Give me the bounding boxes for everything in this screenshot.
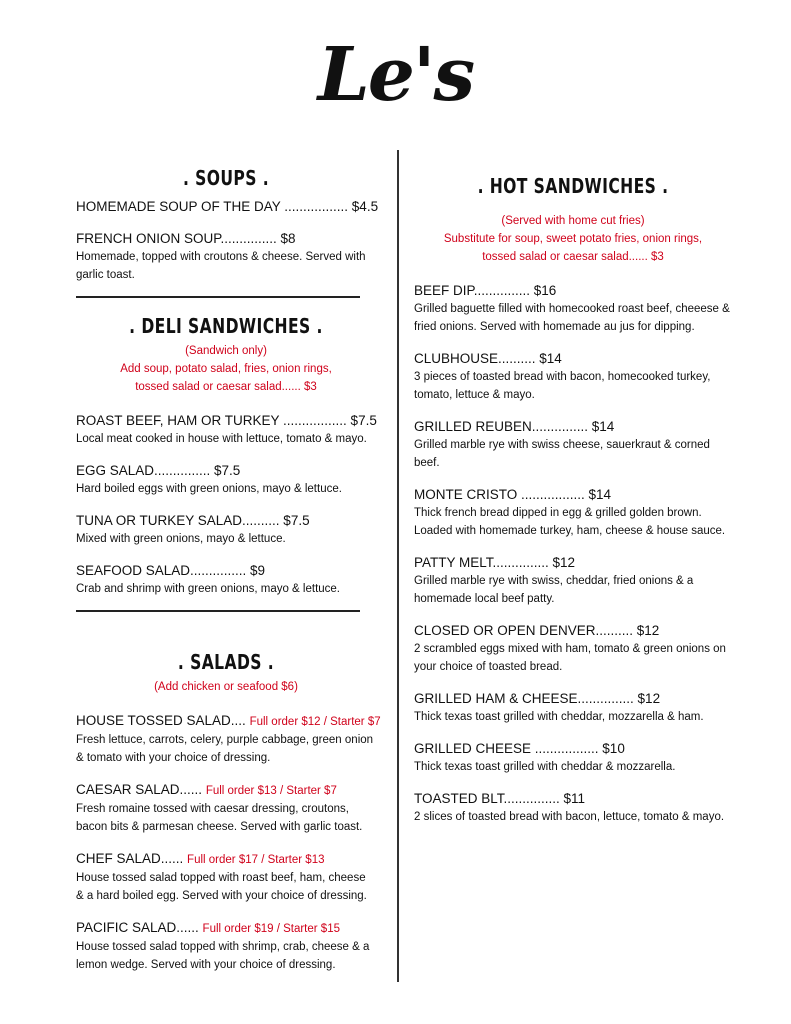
item-description: Fresh lettuce, carrots, celery, purple cabbage, green onion & tomato with your choice of dressing. xyxy=(76,734,374,764)
item-name: ROAST BEEF, HAM OR TURKEY ................. $7.5 xyxy=(76,413,377,428)
hot-note: tossed salad or caesar salad...... $3 xyxy=(482,251,664,263)
item-name: TOASTED BLT............... $11 xyxy=(414,791,586,806)
menu-item xyxy=(414,690,732,726)
salads-note: (Add chicken or seafood $6) xyxy=(154,681,298,693)
item-name: CLUBHOUSE.......... $14 xyxy=(414,351,562,366)
section-divider xyxy=(76,296,360,298)
menu-item xyxy=(414,622,732,676)
item-name-line xyxy=(76,850,376,869)
item-description: 2 scrambled eggs mixed with ham, tomato & green onions on your choice of toasted bread. xyxy=(414,643,726,673)
item-description: Grilled marble rye with swiss cheese, sauerkraut & corned beef. xyxy=(414,439,710,469)
menu-item xyxy=(414,554,732,608)
deli-section xyxy=(76,314,376,612)
item-name: PACIFIC SALAD...... xyxy=(76,920,199,935)
item-description: Grilled baguette filled with homecooked roast beef, cheeese & fried onions. Served with homemade au jus for dipping. xyxy=(414,303,730,333)
item-name: FRENCH ONION SOUP............... $8 xyxy=(76,231,296,246)
item-description: House tossed salad topped with roast beef, ham, cheese & a hard boiled egg. Served with your choice of dressing. xyxy=(76,872,367,902)
menu-item xyxy=(76,230,376,284)
item-name-line xyxy=(76,712,381,731)
item-description: Mixed with green onions, mayo & lettuce. xyxy=(76,533,286,545)
menu-item xyxy=(76,562,376,598)
menu-item xyxy=(76,462,376,498)
item-name-line xyxy=(76,781,376,800)
item-description: Local meat cooked in house with lettuce, tomato & mayo. xyxy=(76,433,367,445)
menu-item xyxy=(76,850,376,905)
salads-heading: . SALADS . xyxy=(177,650,275,674)
item-name: CLOSED OR OPEN DENVER.......... $12 xyxy=(414,623,660,638)
menu-item xyxy=(76,412,376,448)
column-divider xyxy=(397,150,399,982)
item-name: GRILLED HAM & CHEESE............... $12 xyxy=(414,691,661,706)
item-description: Thick french bread dipped in egg & grilled golden brown. Loaded with homemade turkey, ham, cheese & house sauce. xyxy=(414,507,726,537)
item-name: PATTY MELT............... $12 xyxy=(414,555,576,570)
item-price: Full order $12 / Starter $7 xyxy=(249,716,381,728)
restaurant-logo: Le's xyxy=(317,32,474,118)
menu-item xyxy=(76,198,379,216)
item-description: Thick texas toast grilled with cheddar, mozzarella & ham. xyxy=(414,711,704,723)
item-name: CAESAR SALAD...... xyxy=(76,782,203,797)
item-name-line xyxy=(76,919,376,938)
item-price: Full order $13 / Starter $7 xyxy=(205,785,337,797)
item-name: CHEF SALAD...... xyxy=(76,851,184,866)
item-description: Hard boiled eggs with green onions, mayo & lettuce. xyxy=(76,483,342,495)
menu-item xyxy=(414,790,732,826)
menu-item xyxy=(414,418,732,472)
menu-item xyxy=(414,740,732,776)
item-description: Crab and shrimp with green onions, mayo & lettuce. xyxy=(76,583,340,595)
item-name: HOMEMADE SOUP OF THE DAY ................. $4.5 xyxy=(76,199,379,214)
item-name: GRILLED CHEESE ................. $10 xyxy=(414,741,625,756)
menu-item xyxy=(414,350,732,404)
item-name: HOUSE TOSSED SALAD.... xyxy=(76,713,246,728)
menu-item xyxy=(76,919,376,974)
menu-item xyxy=(414,282,732,336)
item-description: 3 pieces of toasted bread with bacon, homecooked turkey, tomato, lettuce & mayo. xyxy=(414,371,711,401)
item-name: EGG SALAD............... $7.5 xyxy=(76,463,241,478)
item-name: SEAFOOD SALAD............... $9 xyxy=(76,563,266,578)
menu-item xyxy=(76,512,376,548)
item-description: Fresh romaine tossed with caesar dressing, croutons, bacon bits & parmesan cheese. Served with garlic toast. xyxy=(76,803,363,833)
item-description: House tossed salad topped with shrimp, crab, cheese & a lemon wedge. Served with your choice of dressing. xyxy=(76,941,370,971)
item-description: Homemade, topped with croutons & cheese. Served with garlic toast. xyxy=(76,251,366,281)
hot-note: Substitute for soup, sweet potato fries, onion rings, xyxy=(443,233,703,245)
deli-note: tossed salad or caesar salad...... $3 xyxy=(135,381,317,393)
soups-heading: . SOUPS . xyxy=(182,166,270,190)
hot-note: (Served with home cut fries) xyxy=(501,215,645,227)
item-name: TUNA OR TURKEY SALAD.......... $7.5 xyxy=(76,513,310,528)
menu-item xyxy=(76,712,381,767)
item-description: Thick texas toast grilled with cheddar & mozzarella. xyxy=(414,761,676,773)
item-name: MONTE CRISTO ................. $14 xyxy=(414,487,612,502)
hot-sandwiches-section xyxy=(414,174,732,826)
soups-section xyxy=(76,166,379,298)
item-description: Grilled marble rye with swiss, cheddar, fried onions & a homemade local beef patty. xyxy=(414,575,694,605)
menu-item xyxy=(76,781,376,836)
item-price: Full order $17 / Starter $13 xyxy=(187,854,325,866)
deli-heading: . DELI SANDWICHES . xyxy=(129,314,323,338)
item-name: BEEF DIP............... $16 xyxy=(414,283,557,298)
menu-item xyxy=(414,486,732,540)
item-name: GRILLED REUBEN............... $14 xyxy=(414,419,615,434)
item-price: Full order $19 / Starter $15 xyxy=(202,923,340,935)
deli-note: (Sandwich only) xyxy=(185,345,267,357)
salads-section xyxy=(76,650,381,974)
deli-note: Add soup, potato salad, fries, onion rings, xyxy=(120,363,332,375)
section-divider xyxy=(76,610,360,612)
hot-heading: . HOT SANDWICHES . xyxy=(477,174,669,198)
item-description: 2 slices of toasted bread with bacon, lettuce, tomato & mayo. xyxy=(414,811,725,823)
